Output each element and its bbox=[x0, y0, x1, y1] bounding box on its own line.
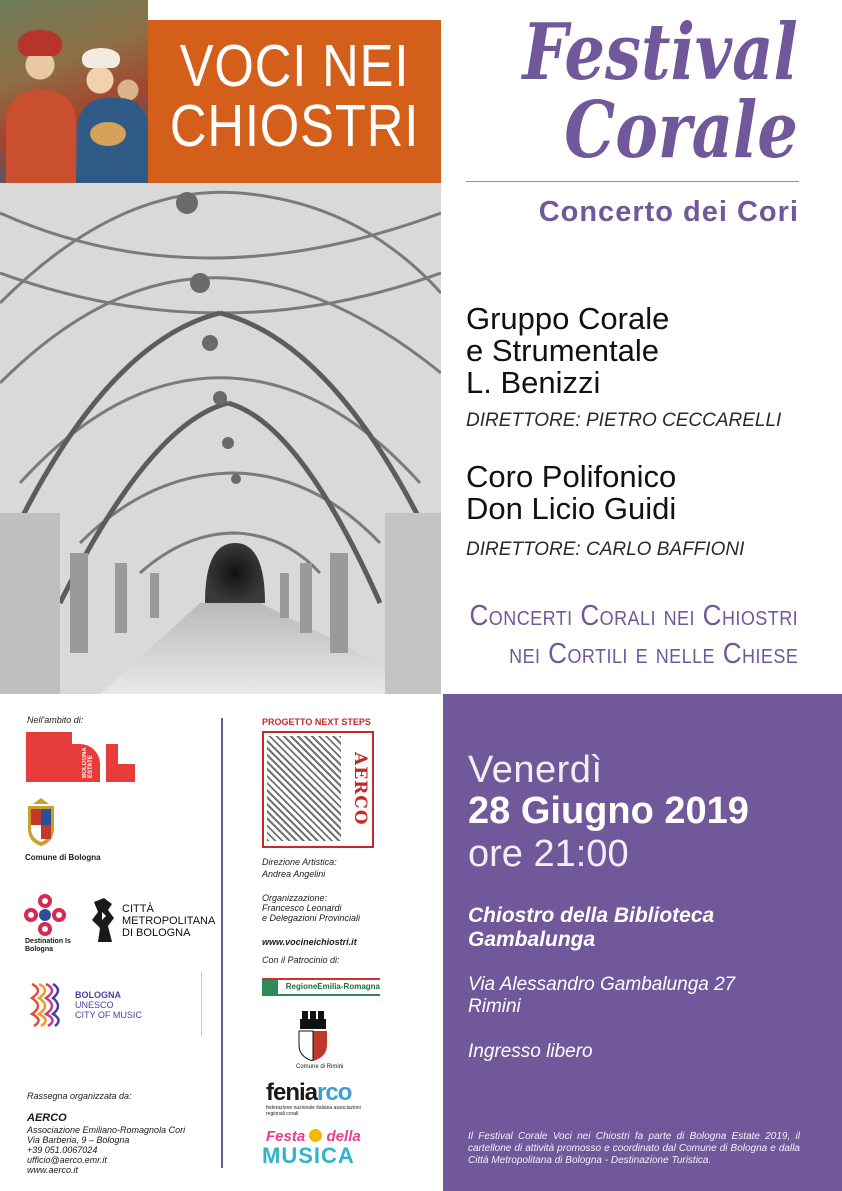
unesco-label-line: CITY OF MUSIC bbox=[75, 1010, 142, 1020]
tagline-line-1: Concerti Corali nei Chiostri bbox=[469, 600, 798, 632]
choir-2-name-line: Coro Polifonico bbox=[466, 459, 677, 494]
subtitle: Concerto dei Cori bbox=[538, 196, 799, 228]
title-line-2: CHIOSTRI bbox=[169, 93, 420, 159]
event-day: Venerdì bbox=[468, 749, 603, 791]
sun-icon bbox=[309, 1129, 322, 1142]
choir-2-name-line: Don Licio Guidi bbox=[466, 491, 677, 526]
medieval-painting-image bbox=[0, 0, 148, 183]
feniarco-logo bbox=[266, 1079, 351, 1107]
festival-website: www.vocineichiostri.it bbox=[262, 937, 357, 947]
bologna-estate-logo-shape bbox=[118, 764, 135, 782]
voci-nei-chiostri-title bbox=[148, 20, 441, 183]
venue-line-1: Chiostro della Biblioteca bbox=[468, 904, 715, 927]
bologna-estate-label: BOLOGNA ESTATE bbox=[82, 747, 94, 778]
comune-rimini-crest-icon bbox=[296, 1011, 330, 1061]
feniarco-logo-main: fenia bbox=[266, 1079, 318, 1106]
address-line-2: Rimini bbox=[468, 996, 521, 1017]
della-word: della bbox=[326, 1128, 361, 1145]
aerco-contact-line: Associazione Emiliano-Romagnola Cori bbox=[27, 1125, 186, 1135]
entry-info: Ingresso libero bbox=[468, 1041, 593, 1062]
choir-2-name bbox=[466, 461, 796, 525]
unesco-label bbox=[75, 990, 142, 1020]
comune-bologna-crest-icon bbox=[25, 798, 57, 846]
cloister-photo bbox=[0, 183, 441, 694]
painting-figure-hat bbox=[18, 30, 62, 56]
aerco-logo-word: AERCO bbox=[350, 752, 370, 826]
aerco-email: ufficio@aerco.emr.it bbox=[27, 1155, 107, 1165]
destination-bologna-icon bbox=[23, 893, 67, 937]
unesco-divider bbox=[201, 972, 202, 1036]
event-date: 28 Giugno 2019 bbox=[468, 790, 749, 832]
choir-1-name-line: L. Benizzi bbox=[466, 365, 601, 400]
regione-emilia-romagna-logo: RegioneEmilia-Romagna bbox=[262, 978, 380, 996]
citta-metropolitana-label-line: CITTÀ bbox=[122, 903, 154, 915]
choir-1-director: DIRETTORE: PIETRO CECCARELLI bbox=[466, 410, 782, 431]
direction-title: Direzione Artistica: bbox=[262, 857, 337, 867]
aerco-contact-block bbox=[27, 1125, 185, 1175]
choir-1-name bbox=[466, 303, 796, 399]
festival-heading-line-1: Festival bbox=[522, 7, 798, 98]
comune-rimini-label: Comune di Rimini bbox=[296, 1064, 344, 1070]
feniarco-subtitle: federazione nazionale italiana associazioni regionali corali bbox=[266, 1105, 361, 1117]
tagline-line-2: nei Cortili e nelle Chiese bbox=[508, 638, 798, 670]
unesco-city-of-music-icon bbox=[28, 982, 64, 1028]
regione-logo-mark-icon bbox=[262, 980, 278, 994]
cloister-vault-illustration bbox=[0, 183, 441, 694]
venue-line-2: Gambalunga bbox=[468, 928, 596, 951]
choir-2-director: DIRETTORE: CARLO BAFFIONI bbox=[466, 539, 745, 560]
festa-word: Festa bbox=[266, 1128, 306, 1145]
aerco-logo-engraving bbox=[267, 736, 341, 841]
comune-bologna-label: Comune di Bologna bbox=[25, 853, 101, 862]
citta-metropolitana-label-line: DI BOLOGNA bbox=[122, 927, 191, 939]
festival-heading-line-2: Corale bbox=[564, 85, 798, 176]
unesco-label-line: BOLOGNA bbox=[75, 990, 121, 1000]
bologna-estate-logo-shape bbox=[106, 744, 118, 782]
address-line-1: Via Alessandro Gambalunga 27 bbox=[468, 974, 736, 995]
festival-footnote: Il Festival Corale Voci nei Chiostri fa parte di Bologna Estate 2019, il cartellone di attività promosso e coordinato dal Comune di Bologna e dalla Città Metropolitana di Bologna - Destinazione Turistica. bbox=[468, 1131, 800, 1166]
project-label: PROGETTO NEXT STEPS bbox=[262, 717, 371, 727]
direction-name: Andrea Angelini bbox=[262, 869, 326, 879]
choir-1-name-line: Gruppo Corale bbox=[466, 301, 670, 336]
bologna-estate-logo-shape bbox=[26, 732, 72, 782]
organization-line-1: Francesco Leonardi bbox=[262, 903, 342, 913]
organization-line-2: e Delegazioni Provinciali bbox=[262, 913, 361, 923]
title-line-1: VOCI NEI bbox=[179, 33, 410, 99]
organized-by-label: Rassegna organizzata da: bbox=[27, 1091, 132, 1101]
aerco-phone: +39 051.0067024 bbox=[27, 1145, 98, 1155]
event-info-panel bbox=[443, 694, 842, 1191]
aerco-website: www.aerco.it bbox=[27, 1165, 79, 1175]
painting-figure-robe bbox=[6, 90, 76, 183]
aerco-name: AERCO bbox=[27, 1112, 67, 1124]
citta-metropolitana-label bbox=[122, 903, 215, 939]
painting-figure-hat bbox=[82, 48, 120, 68]
unesco-label-line: UNESCO bbox=[75, 1000, 114, 1010]
citta-metropolitana-griffin-icon bbox=[90, 898, 116, 944]
feniarco-logo-accent: rco bbox=[317, 1079, 352, 1106]
patronage-title: Con il Patrocinio di: bbox=[262, 955, 340, 965]
aerco-contact-line: Via Barberia, 9 – Bologna bbox=[27, 1135, 130, 1145]
aerco-logo bbox=[262, 731, 374, 848]
musica-word: MUSICA bbox=[262, 1143, 355, 1168]
heading-divider bbox=[466, 181, 799, 182]
organization-title: Organizzazione: bbox=[262, 893, 328, 903]
painting-lute bbox=[90, 122, 126, 146]
column-divider bbox=[221, 718, 223, 1168]
citta-metropolitana-label-line: METROPOLITANA bbox=[122, 915, 216, 927]
event-time: ore 21:00 bbox=[468, 833, 629, 875]
destination-bologna-label: Destination Is Bologna bbox=[25, 938, 71, 953]
choir-1-name-line: e Strumentale bbox=[466, 333, 659, 368]
context-label: Nell'ambito di: bbox=[27, 715, 84, 725]
